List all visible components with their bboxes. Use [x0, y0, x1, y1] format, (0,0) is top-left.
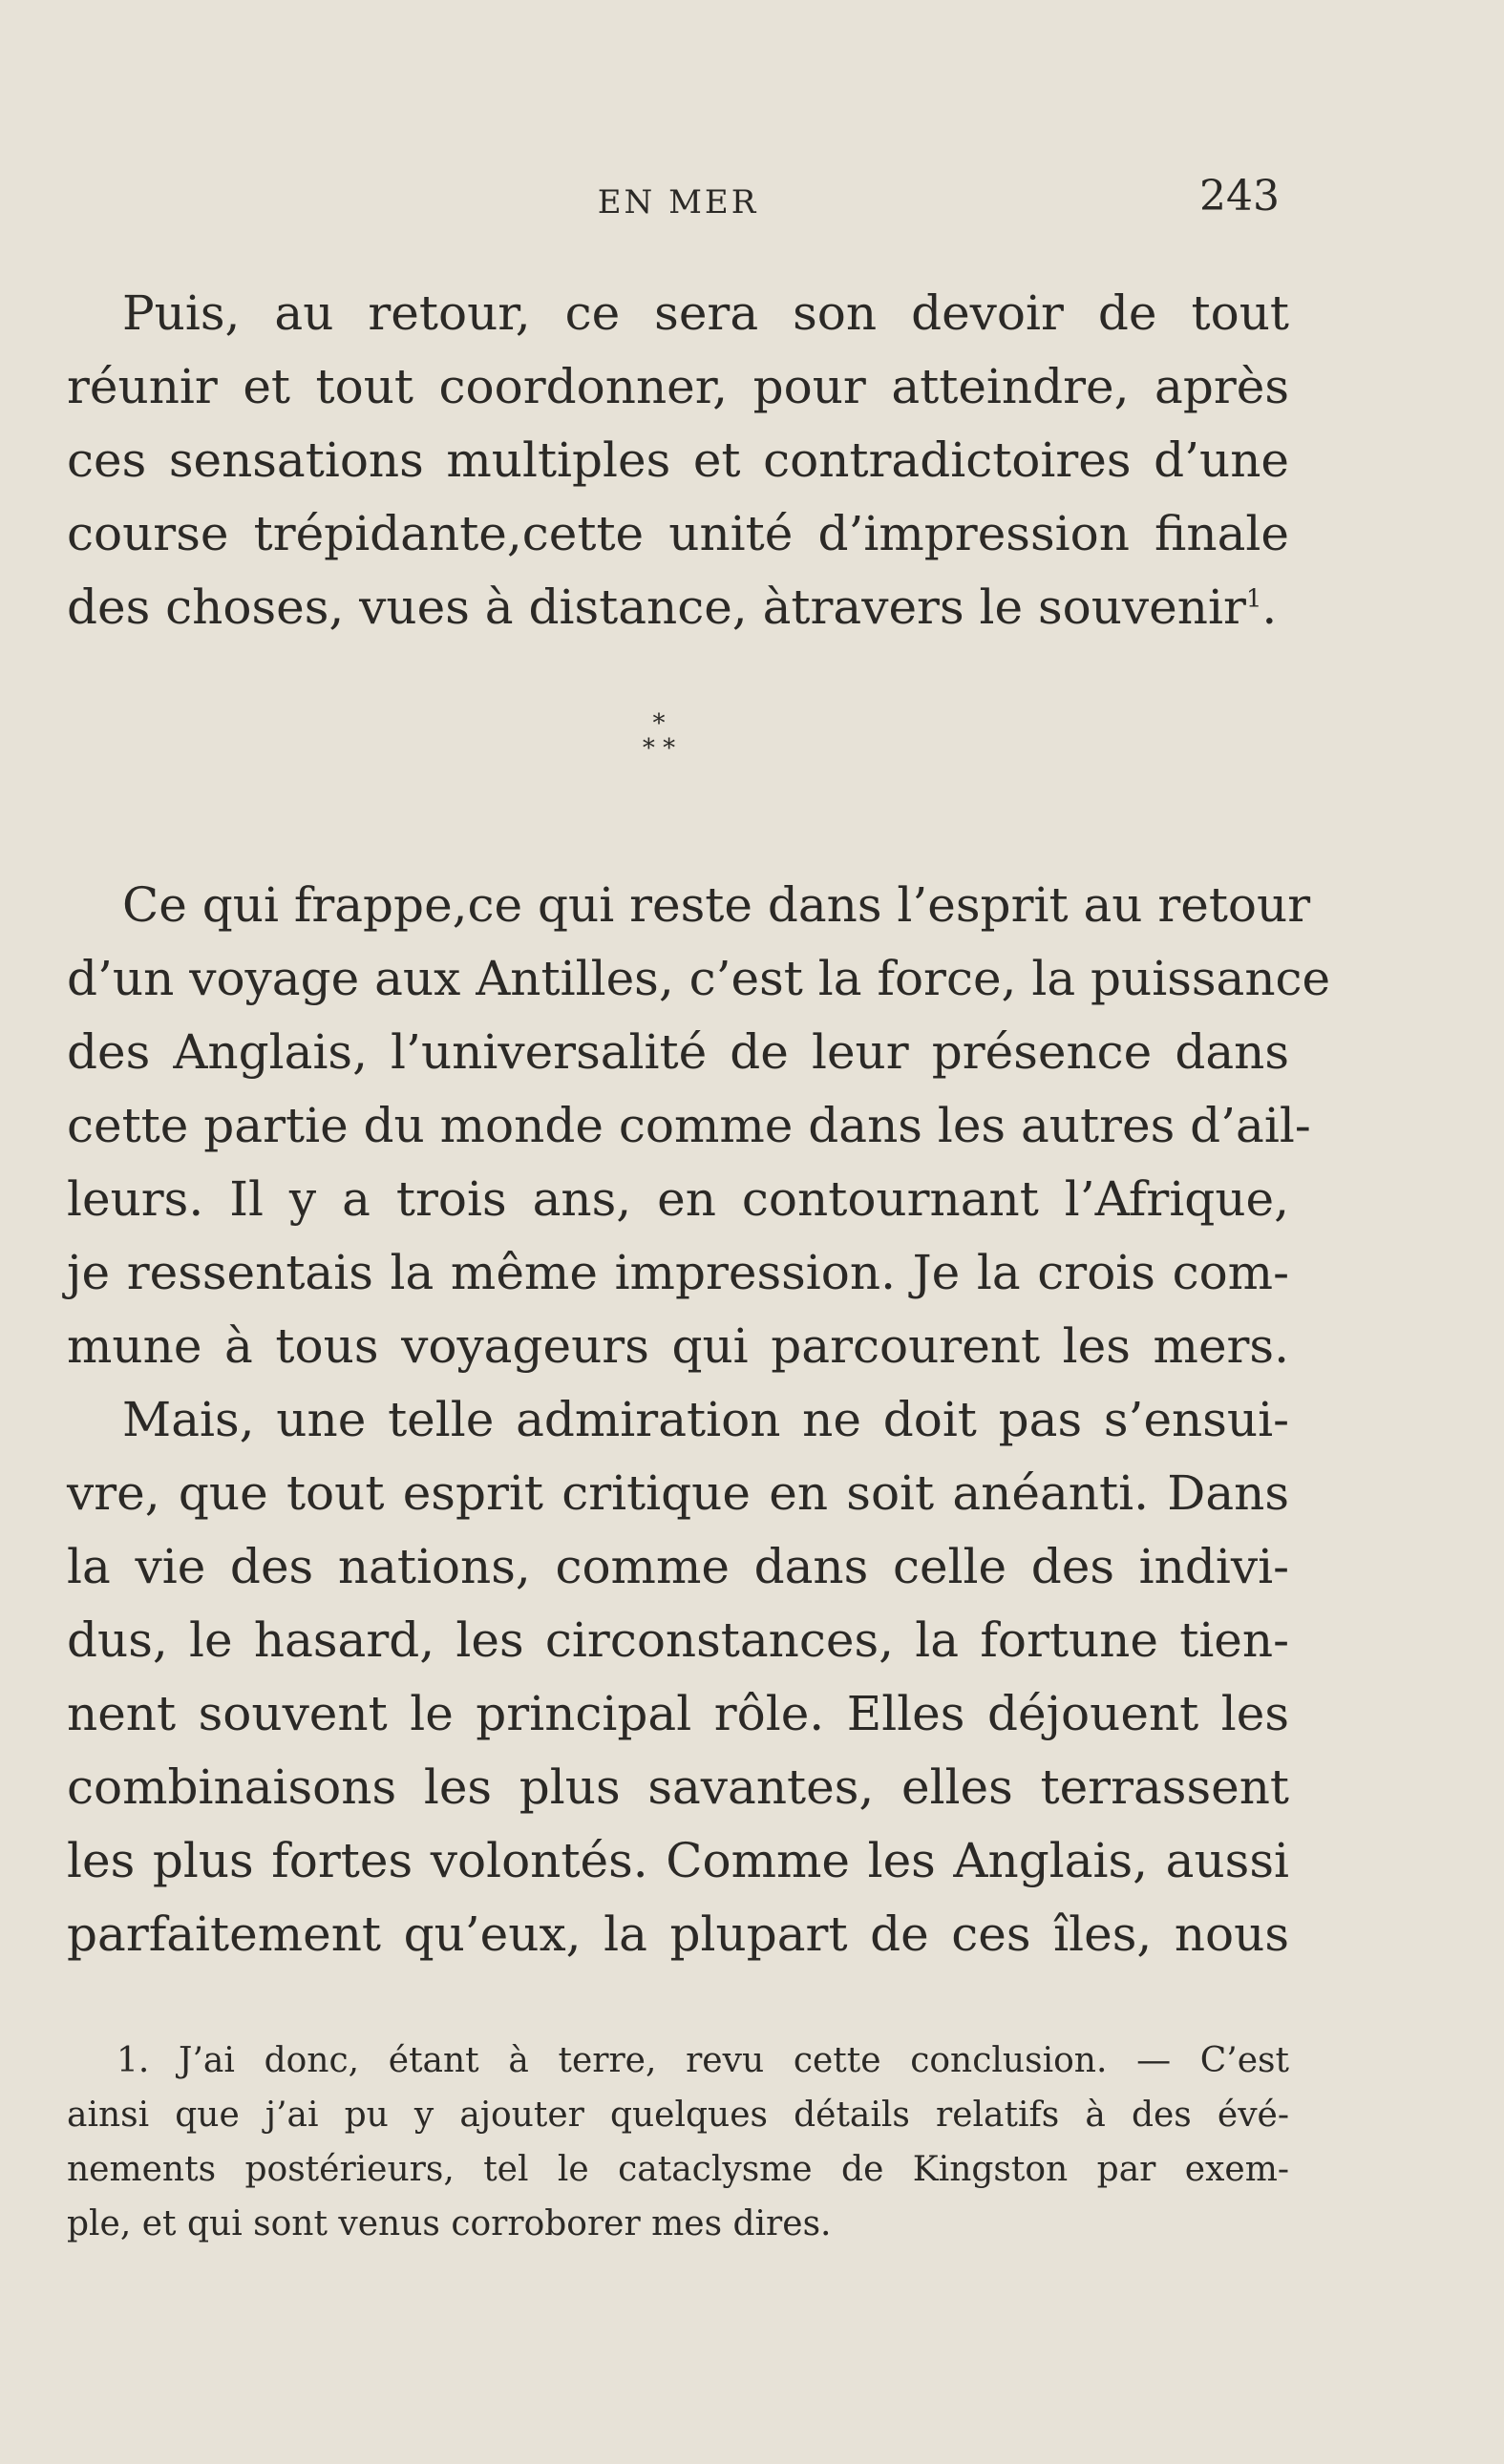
text-line: Puis, au retour, ce sera son devoir de tout	[122, 285, 1289, 341]
text-line: je ressentais la même impression. Je la crois com-	[67, 1245, 1289, 1300]
footnote	[67, 2033, 1289, 2251]
text-line: parfaitement qu’eux, la plupart de ces îles, nous	[67, 1906, 1289, 1962]
text-line-final	[67, 571, 1289, 644]
asterism-top: *	[652, 709, 666, 738]
text-line: vre, que tout esprit critique en soit anéanti. Dans	[67, 1465, 1289, 1521]
asterism-bottom: * *	[642, 734, 676, 763]
text-line: réunir et tout coordonner, pour atteindre, après	[67, 359, 1289, 414]
footnote-line: ainsi que j’ai pu y ajouter quelques détails relatifs à des évé-	[67, 2095, 1289, 2135]
text-line: Ce qui frappe,ce qui reste dans l’esprit au retour	[122, 877, 1311, 933]
footnote-line: nements postérieurs, tel le cataclysme de Kingston par exem-	[67, 2150, 1289, 2189]
paragraph-2	[67, 869, 1331, 1971]
page-number: 243	[1199, 172, 1280, 221]
text-line: les plus fortes volontés. Comme les Anglais, aussi	[67, 1833, 1289, 1888]
footnote-reference[interactable]: 1	[1245, 584, 1262, 614]
text-line: cette partie du monde comme dans les autres d’ail-	[67, 1098, 1311, 1153]
text-line: course trépidante,cette unité d’impression finale	[67, 506, 1289, 561]
text-line: d’un voyage aux Antilles, c’est la force, la puissance	[67, 951, 1331, 1006]
paragraph-1	[67, 277, 1289, 644]
running-head: EN MER	[597, 183, 759, 221]
text-line: dus, le hasard, les circonstances, la fortune tien-	[67, 1612, 1289, 1668]
asterism-divider	[611, 711, 707, 778]
text-line: nent souvent le principal rôle. Elles déjouent les	[67, 1686, 1289, 1741]
text-line: mune à tous voyageurs qui parcourent les mers.	[67, 1318, 1289, 1374]
footnote-line: ple, et qui sont venus corroborer mes dires.	[67, 2204, 832, 2243]
text-line: ces sensations multiples et contradictoires d’une	[67, 432, 1289, 488]
text-line: la vie des nations, comme dans celle des indivi-	[67, 1539, 1289, 1594]
text-line: des Anglais, l’universalité de leur présence dans	[67, 1024, 1289, 1080]
page-header	[67, 172, 1289, 229]
end-punctuation: .	[1261, 579, 1278, 635]
text-line: Mais, une telle admiration ne doit pas s’ensui-	[122, 1392, 1289, 1447]
text-line: leurs. Il y a trois ans, en contournant l’Afrique,	[67, 1171, 1289, 1227]
text-line: combinaisons les plus savantes, elles terrassent	[67, 1759, 1289, 1815]
text-line: des choses, vues à distance, àtravers le souvenir	[67, 579, 1246, 635]
footnote-line: 1. J’ai donc, étant à terre, revu cette conclusion. — C’est	[117, 2041, 1289, 2080]
